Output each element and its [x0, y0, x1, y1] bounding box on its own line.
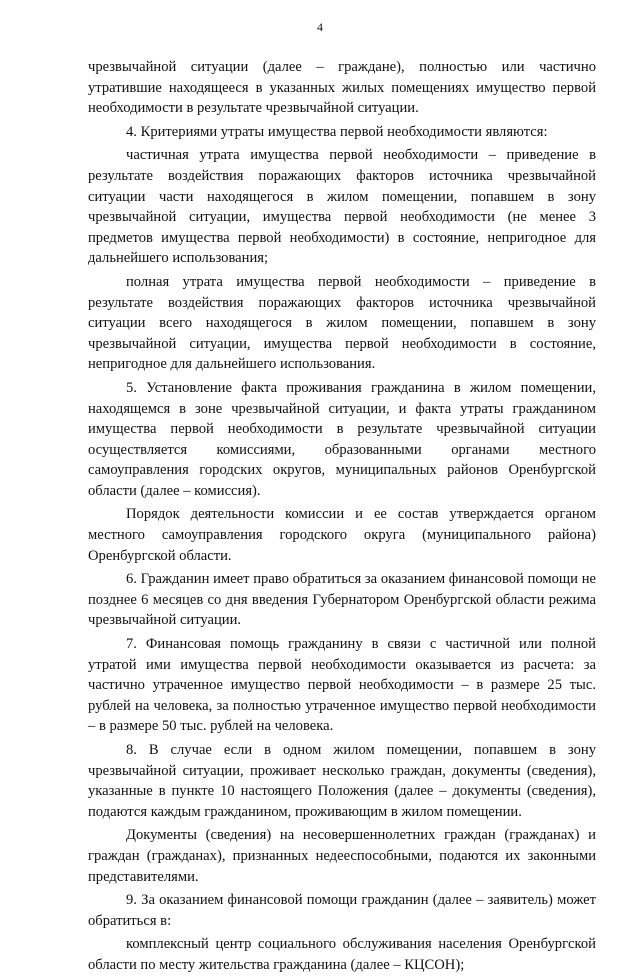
paragraph-8: 8. В случае если в одном жилом помещении, попавшем в зону чрезвычайной ситуации, проживает несколько граждан, документы (сведения), указанные в пункте 10 настоящего Положения (далее – документы (сведения), подаются каждым гражданином, проживающим в жилом помещении. [88, 742, 596, 820]
paragraph-kcson: комплексный центр социального обслуживания населения Оренбургской области по месту жительства гражданина (далее – КЦСОН); [88, 936, 596, 973]
paragraph-continuation: чрезвычайной ситуации (далее – граждане), полностью или частично утратившие находящееся в указанных жилых помещениях имущество первой необходимости в результате чрезвычайной ситуации. [88, 59, 596, 117]
paragraph-9: 9. За оказанием финансовой помощи гражданин (далее – заявитель) может обратиться в: [88, 892, 596, 929]
paragraph-minors: Документы (сведения) на несовершеннолетних граждан (гражданах) и граждан (гражданах), признанных недееспособными, подаются их законными представителями. [88, 827, 596, 885]
paragraph-full-loss: полная утрата имущества первой необходимости – приведение в результате воздействия поражающих факторов источника чрезвычайной ситуации всего находящегося в жилом помещении, попавшем в зону чрезвычайной ситуации, имущества первой необходимости в состояние, непригодное для дальнейшего использования. [88, 273, 596, 373]
paragraph-6: 6. Гражданин имеет право обратиться за оказанием финансовой помощи не позднее 6 месяцев со дня введения Губернатором Оренбургской области режима чрезвычайной ситуации. [88, 571, 596, 629]
paragraph-partial-loss: частичная утрата имущества первой необходимости – приведение в результате воздействия поражающих факторов источника чрезвычайной ситуации части находящегося в жилом помещении, попавшем в зону чрезвычайной ситуации, имущества первой необходимости (не менее 3 предметов имущества первой необходимости) в состояние, непригодное для дальнейшего использования; [88, 147, 596, 267]
page-number: 4 [317, 20, 323, 34]
paragraph-5: 5. Установление факта проживания гражданина в жилом помещении, находящемся в зоне чрезвычайной ситуации, и факта утраты гражданином имущества первой необходимости в результате чрезвычайной ситуации осуществляется комиссиями, образованными органами местного самоуправления городских округов, муниципальных районов Оренбургской области (далее – комиссия). [88, 379, 596, 499]
paragraph-4-heading: 4. Критериями утраты имущества первой необходимости являются: [126, 123, 548, 140]
paragraph-7: 7. Финансовая помощь гражданину в связи с частичной или полной утратой ими имущества первой необходимости оказывается из расчета: за частично утраченное имущество первой необходимости – в размере 25 тыс. рублей на человека, за полностью утраченное имущество первой необходимости – в размере 50 тыс. рублей на человека. [88, 636, 596, 735]
paragraph-commission-procedure: Порядок деятельности комиссии и ее состав утверждается органом местного самоуправления городского округа (муниципального района) Оренбургской области. [88, 506, 596, 564]
document-body [88, 57, 596, 979]
